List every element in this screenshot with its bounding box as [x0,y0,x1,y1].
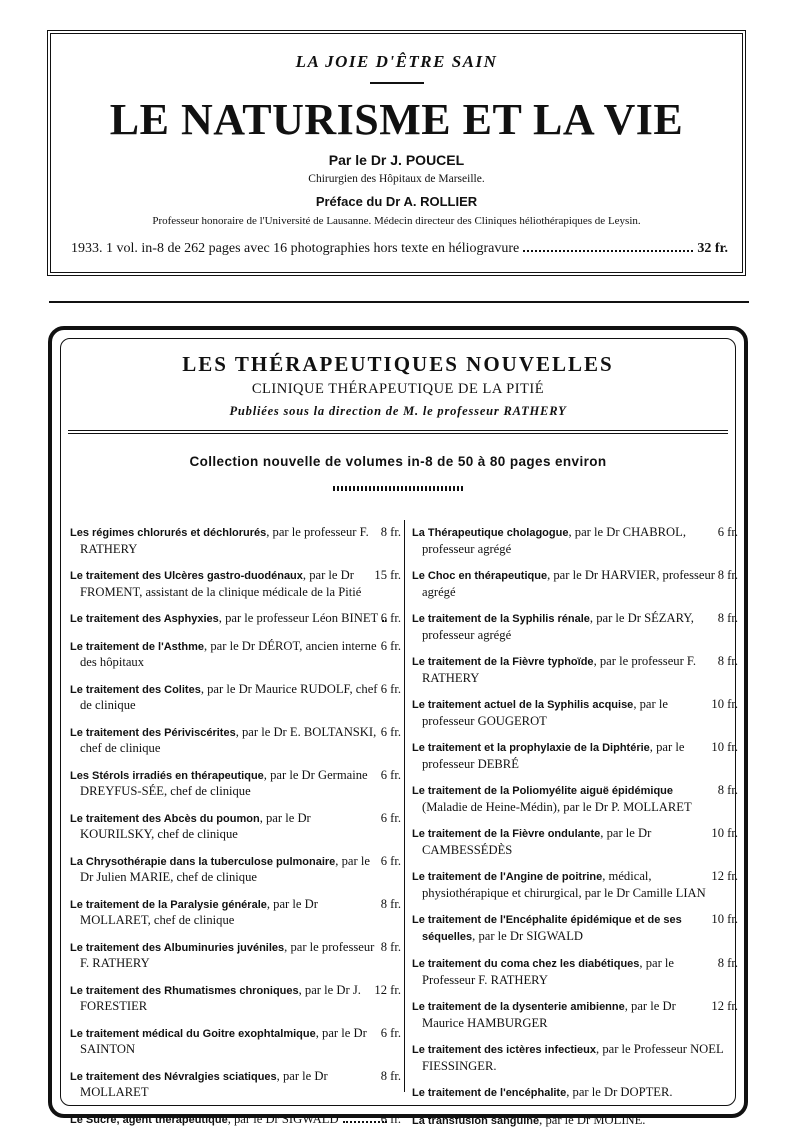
entry-title: Le Sucre, agent thérapeutique [70,1113,228,1126]
entry-text [412,740,713,772]
entry-text [70,982,376,1015]
book-entry [412,956,738,988]
book-entry [70,897,401,929]
entry-author: , par le Dr SIGWALD [472,928,584,943]
entry-author: , par le professeur DEBRÉ [422,740,685,771]
naturisme-advertisement [47,30,746,276]
entry-title: Le traitement actuel de la Syphilis acquise [412,699,634,711]
entry-title: Le traitement de l'Angine de poitrine [412,871,603,883]
entry-author: , par le Dr MOLLARET [80,1068,328,1099]
entry-author: , par le professeur F. RATHERY [422,654,697,685]
entry-title: Le traitement et la prophylaxie de la Diphtérie [412,742,650,754]
book-entry [70,768,401,800]
entry-text [70,939,383,972]
entry-title: Le traitement de l'encéphalite [412,1087,567,1099]
collection-direction: Publiées sous la direction de M. le professeur RATHERY [229,404,567,418]
collection-description: Collection nouvelle de volumes in-8 de 50 à 80 pages environ [189,454,607,469]
entry-title: Le traitement des Périviscérites [70,726,236,739]
entry-price: 8 fr. [717,654,738,668]
entry-text [70,767,383,800]
entry-title: Le traitement de la Syphilis rénale [412,613,590,625]
entry-price: 6 fr. [717,525,738,539]
entry-price: 12 fr. [711,999,738,1013]
entry-text [412,869,713,901]
entry-author: , par le professeur GOUGEROT [422,697,668,728]
entry-text [412,826,713,858]
entry-title: Les régimes chlorurés et déchlorurés [70,527,267,539]
preface-line: Préface du Dr A. ROLLIER [315,194,478,209]
author-line: Par le Dr J. POUCEL [328,152,465,168]
entry-price: 8 fr. [380,525,401,539]
entry-author: , par le Professeur NOEL FIESSINGER. [422,1042,724,1073]
book-entry [70,611,401,628]
book-entry [412,999,738,1031]
entry-author: , par le Dr MOLINE. [539,1112,646,1127]
entry-price: 10 fr. [711,826,738,840]
entry-price: 6 fr. [380,638,401,653]
entry-title: Le traitement de la dysenterie amibienne [412,1001,625,1013]
entry-title: Le traitement des Abcès du poumon [70,812,260,825]
ad-kicker: LA JOIE D'ÊTRE SAIN [295,52,498,71]
entry-price: 8 fr. [717,611,738,625]
book-entry [70,639,401,671]
entry-author: , par le Dr KOURILSKY, chef de clinique [80,810,311,841]
book-price: 32 fr. [697,241,728,256]
entry-title: Le traitement de la Poliomyélite aiguë épidémique [412,785,674,797]
entry-author: , par le Dr Maurice HAMBURGER [422,999,676,1030]
entry-title: Le traitement des Ulcères gastro-duodénaux [70,570,303,582]
book-entry [70,983,401,1015]
entry-author: , par le Dr Julien MARIE, chef de clinique [80,853,370,884]
entry-text [70,525,383,557]
entry-author: , par le Dr CHABROL, professeur agrégé [422,525,686,556]
entry-price: 6 fr. [380,853,401,868]
entry-price: 15 fr. [374,568,401,582]
entry-author: , par le Dr MOLLARET, chef de clinique [80,896,318,927]
entry-text [412,912,713,945]
entry-text [412,611,720,643]
entry-price: 12 fr. [374,982,401,997]
section-divider [49,301,749,303]
book-entry [70,525,401,557]
therapeutiques-advertisement [48,326,748,1127]
entry-price: 6 fr. [380,681,401,696]
publication-details: 1933. 1 vol. in-8 de 262 pages avec 16 photographies hors texte en héliogravure [71,241,520,256]
entry-text [412,697,713,729]
entry-price: 10 fr. [711,740,738,754]
entry-title: Le traitement des Colites [70,683,201,696]
entry-author: , par le Dr E. BOLTANSKI, chef de clinique [80,724,377,755]
entry-title: Le traitement des Asphyxies [70,613,219,625]
collection-subheading: CLINIQUE THÉRAPEUTIQUE DE LA PITIÉ [251,381,545,397]
entry-text [70,638,383,671]
entry-text [70,1111,339,1129]
right-column [412,525,738,1140]
entry-author: , par le professeur F. RATHERY [80,525,369,556]
book-entry [412,740,738,772]
book-entry [70,854,401,886]
book-title: LE NATURISME ET LA VIE [109,95,684,144]
book-entry [70,1112,401,1129]
entry-author: , par le Dr HARVIER, professeur agrégé [422,568,715,599]
entry-text [70,1025,383,1058]
book-entry [412,568,738,600]
entry-price: 8 fr. [380,939,401,954]
entry-text [412,654,720,686]
entry-price: 6 fr. [380,767,401,782]
entry-title: Le traitement de la Fièvre typhoïde [412,656,594,668]
entry-price: 6 fr. [380,1025,401,1040]
entry-text [70,724,383,757]
entry-price: 6 fr. [380,724,401,739]
book-entry [70,1069,401,1101]
book-entry [70,682,401,714]
entry-text [412,1113,645,1127]
book-entry [412,869,738,901]
entry-price: 8 fr. [380,896,401,911]
entry-title: Le traitement médical du Goitre exophtalmique [70,1027,316,1040]
entry-price: 8 fr. [717,568,738,582]
entry-price: 8 fr. [717,956,738,970]
entry-title: Le traitement de la Fièvre ondulante [412,828,601,840]
entry-author: , par le professeur Léon BINET [218,611,379,625]
entry-author: , par le Dr FROMENT, assistant de la clinique médicale de la Pitié [80,568,362,599]
entry-price: 6 fr. [380,1111,401,1126]
publication-row [71,241,728,257]
entry-title: Le traitement des Albuminuries juvéniles [70,941,285,954]
collection-heading: LES THÉRAPEUTIQUES NOUVELLES [182,352,614,376]
entry-author: , par le Dr Germaine DREYFUS-SÉE, chef de clinique [80,767,368,798]
entry-text [70,1068,383,1101]
entry-text [412,1085,673,1099]
entry-author: , par le Dr Maurice RUDOLF, chef de clinique [80,681,378,712]
entry-text [70,853,383,886]
entry-author: , par le Dr DÉROT, ancien interne des hôpitaux [80,638,377,669]
double-rule [68,430,728,434]
entry-author: , par le professeur F. RATHERY [80,939,375,970]
book-entry [412,697,738,729]
entry-price: 8 fr. [380,1068,401,1083]
left-column [70,525,401,1139]
entry-title: Le traitement de l'Encéphalite épidémique et de ses séquelles [412,914,682,943]
entry-text [70,611,379,628]
entry-title: Le Choc en thérapeutique [412,570,548,582]
entry-author: , par le Dr DOPTER. [566,1085,673,1099]
entry-title: La transfusion sanguine [412,1114,540,1127]
ornament-rule [333,486,463,491]
author-affiliation: Chirurgien des Hôpitaux de Marseille. [308,173,485,185]
book-entry [412,654,738,686]
book-entry [70,725,401,757]
entry-price: 10 fr. [711,697,738,711]
book-entry [412,912,738,945]
entry-title: Le traitement de l'Asthme [70,640,205,653]
entry-title: Le traitement de la Paralysie générale [70,898,267,911]
book-entry [70,568,401,600]
entry-author: , par le Dr SIGWALD [227,1111,339,1126]
entry-text [412,1042,723,1073]
book-entry [70,940,401,972]
book-entry [412,1113,738,1130]
entry-author: (Maladie de Heine-Médin), par le Dr P. MOLLARET [422,799,692,814]
column-divider [404,520,405,1092]
entry-author: , par le Dr SÉZARY, professeur agrégé [422,611,694,642]
entry-price: 10 fr. [711,912,738,926]
book-entry [412,826,738,858]
entry-author: , par le Professeur F. RATHERY [422,956,675,987]
entry-title: Les Stérols irradiés en thérapeutique [70,769,264,782]
entry-price: 6 fr. [380,810,401,825]
entry-title: La Chrysothérapie dans la tuberculose pulmonaire [70,855,336,868]
entry-author: , par le Dr CAMBESSÉDÈS [422,826,652,857]
book-entry [412,783,738,815]
book-entry [70,1026,401,1058]
entry-text [412,568,720,600]
entry-text [412,956,720,988]
book-entry [412,1042,738,1074]
entry-title: Le traitement du coma chez les diabétiques [412,958,640,970]
entry-title: Le traitement des ictères infectieux [412,1044,597,1056]
entry-title: La Thérapeutique cholagogue [412,527,569,539]
entry-text [70,810,383,843]
entry-text [70,568,376,600]
entry-text [412,783,720,815]
book-entry [412,525,738,557]
entry-text [412,525,720,557]
entry-text [70,681,383,714]
entry-author: , par le Dr J. FORESTIER [80,982,361,1013]
entry-price: 8 fr. [717,783,738,797]
entry-title: Le traitement des Rhumatismes chroniques [70,984,299,997]
entry-price: 6 fr. [380,611,401,625]
entry-author: , par le Dr SAINTON [80,1025,367,1056]
book-entry [412,611,738,643]
kicker-rule [370,82,424,84]
dot-leader [523,250,693,252]
entry-title: Le traitement des Névralgies sciatiques [70,1070,277,1083]
book-entry [412,1085,738,1102]
entry-text [70,896,383,929]
entry-price: 12 fr. [711,869,738,883]
entry-author: , médical, physiothérapique et chirurgical, par le Dr Camille LIAN [422,869,706,900]
preface-affiliation: Professeur honoraire de l'Université de Lausanne. Médecin directeur des Cliniques héliothérapiques de Leysin. [152,215,641,227]
book-entry [70,811,401,843]
entry-text [412,999,713,1031]
